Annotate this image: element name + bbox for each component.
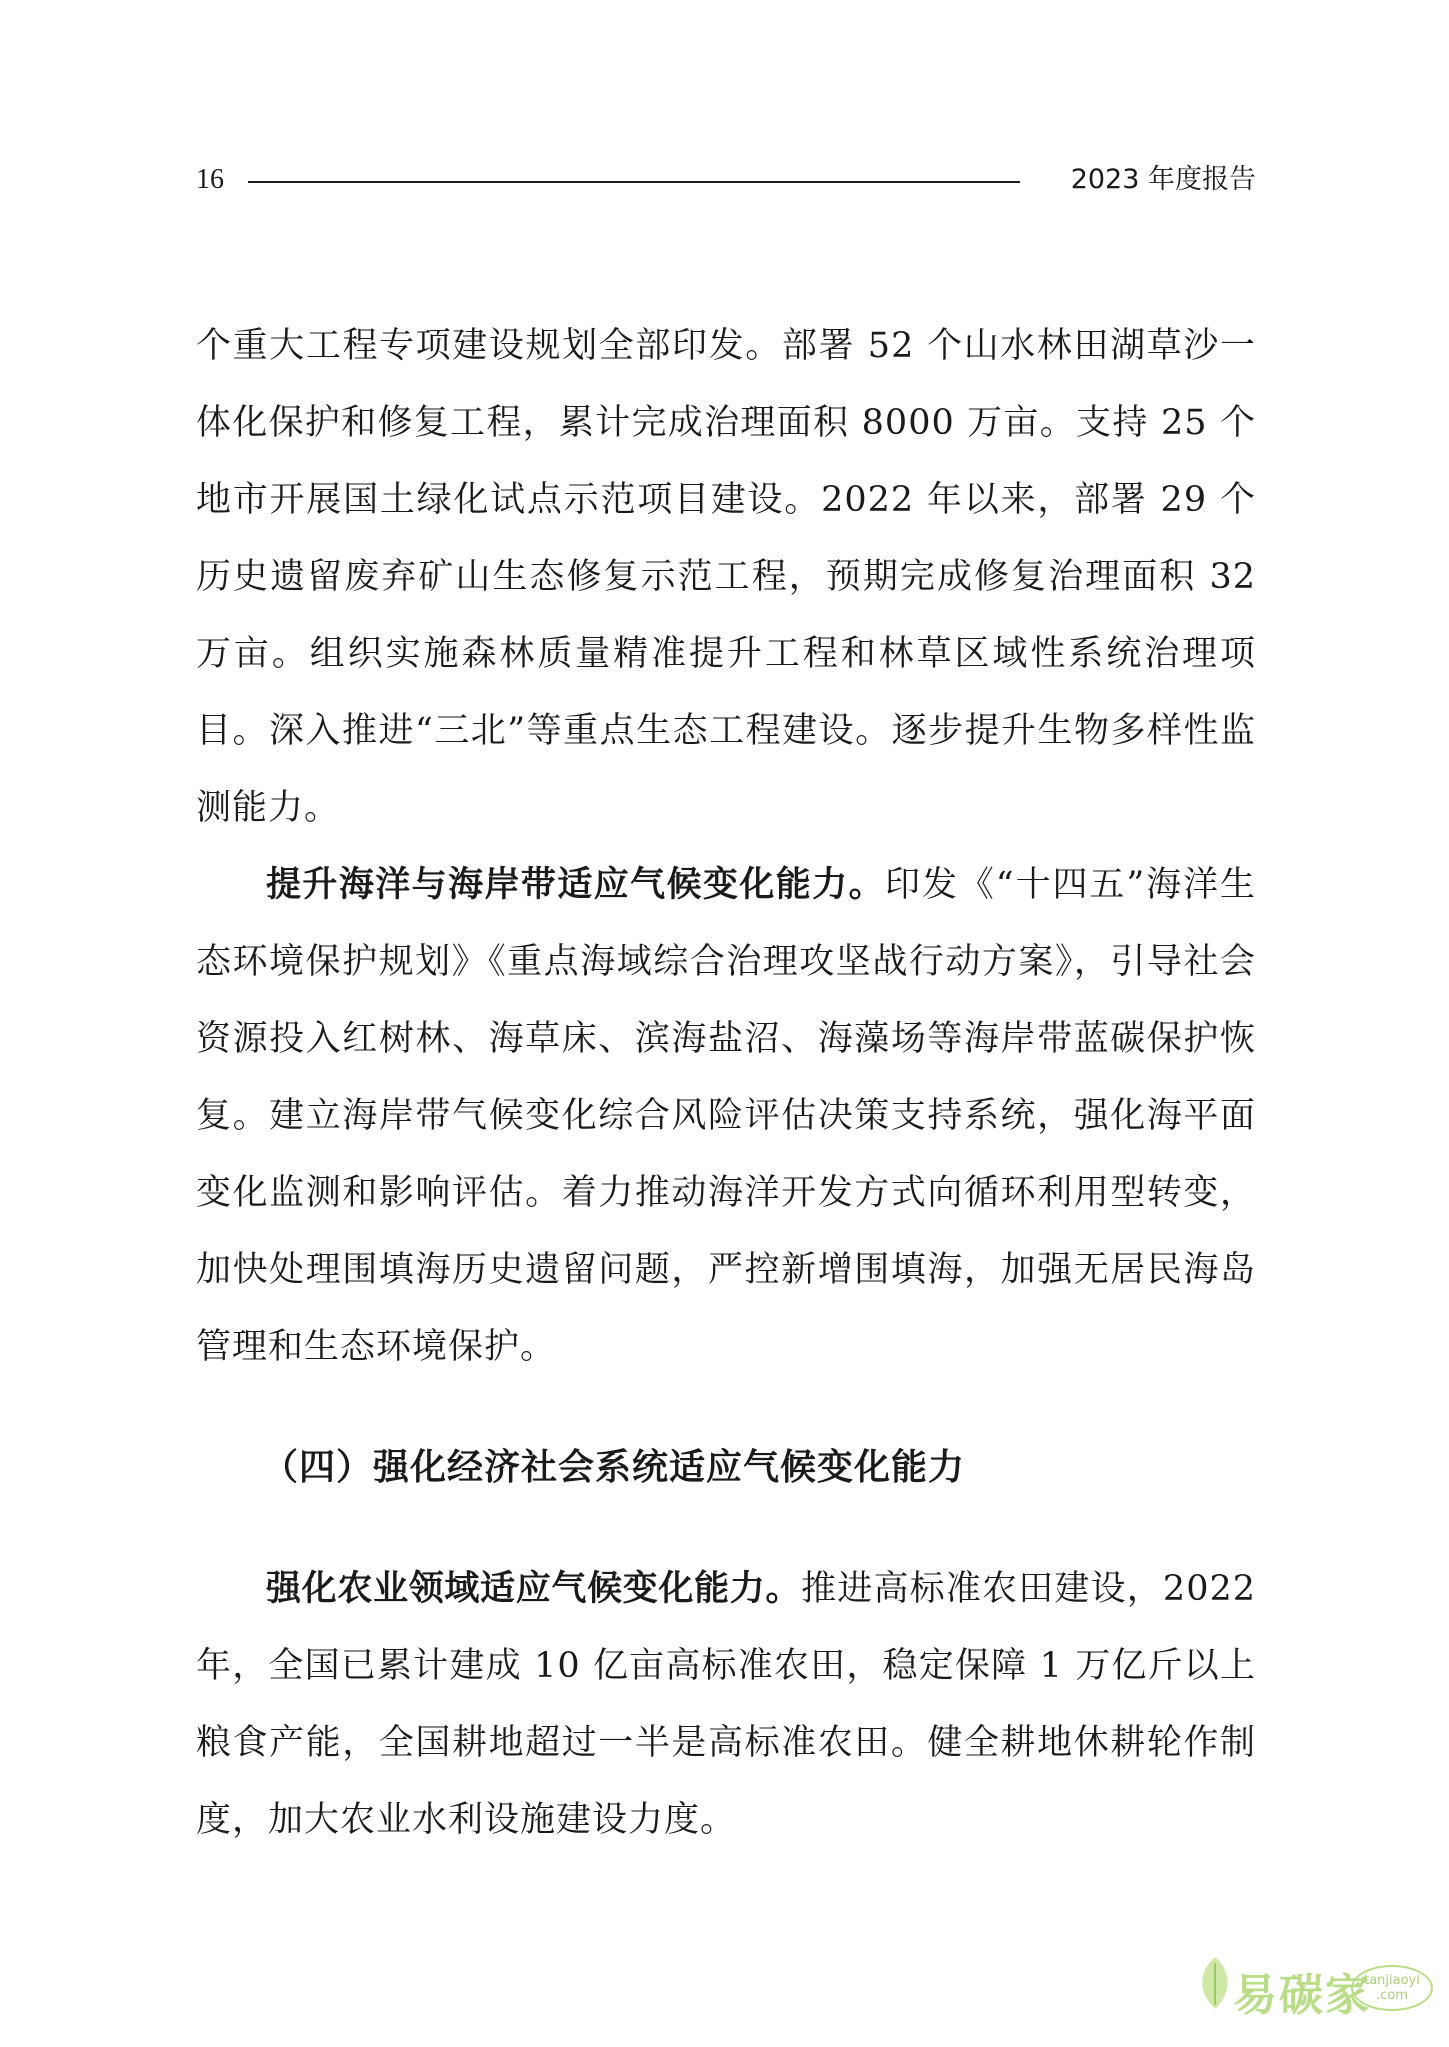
- leaf-icon: [1193, 1953, 1237, 2013]
- page-number: 16: [196, 164, 224, 195]
- paragraph-agriculture: [196, 1551, 1256, 1859]
- watermark-url-line1: tanjiaoyi: [1364, 1973, 1420, 1988]
- header-rule: [248, 181, 1020, 183]
- paragraph-lead-agriculture: 强化农业领域适应气候变化能力。: [266, 1569, 802, 1609]
- watermark-brand: 易碳家: [1233, 1970, 1371, 2021]
- body-text: [196, 308, 1256, 1859]
- paragraph-body-marine: 印发《“十四五”海洋生态环境保护规划》《重点海域综合治理攻坚战行动方案》，引导社会资源投入红树林、海草床、滨海盐沼、海藻场等海岸带蓝碳保护恢复。建立海岸带气候变化综合风险评估决策支持系统，强化海平面变化监测和影响评估。着力推动海洋开发方式向循环利用型转变，加快处理围填海历史遗留问题，严控新增围填海，加强无居民海岛管理和生态环境保护。: [196, 865, 1256, 1367]
- watermark-url-line2: .com: [1376, 1988, 1408, 2003]
- paragraph-continued: 个重大工程专项建设规划全部印发。部署 52 个山水林田湖草沙一体化保护和修复工程，累计完成治理面积 8000 万亩。支持 25 个地市开展国土绿化试点示范项目建设。2022 年以来，部署 29 个历史遗留废弃矿山生态修复示范工程，预期完成修复治理面积 32 万亩。组织实施森林质量精准提升工程和林草区域性系统治理项目。深入推进“三北”等重点生态工程建设。逐步提升生物多样性监测能力。: [196, 326, 1256, 828]
- page-header: [196, 160, 1256, 200]
- watermark-url-badge: [1351, 1965, 1433, 2011]
- report-title: 2023 年度报告: [1070, 164, 1256, 195]
- paragraph-lead-marine: 提升海洋与海岸带适应气候变化能力。: [266, 865, 886, 905]
- watermark-logo: [1193, 1953, 1433, 2025]
- paragraph-body-agriculture: 推进高标准农田建设，2022 年，全国已累计建成 10 亿亩高标准农田，稳定保障 1 万亿斤以上粮食产能，全国耕地超过一半是高标准农田。健全耕地休耕轮作制度，加大农业水利设施建设力度。: [196, 1569, 1256, 1840]
- paragraph-marine: [196, 847, 1256, 1386]
- section-heading: （四）强化经济社会系统适应气候变化能力: [262, 1447, 966, 1488]
